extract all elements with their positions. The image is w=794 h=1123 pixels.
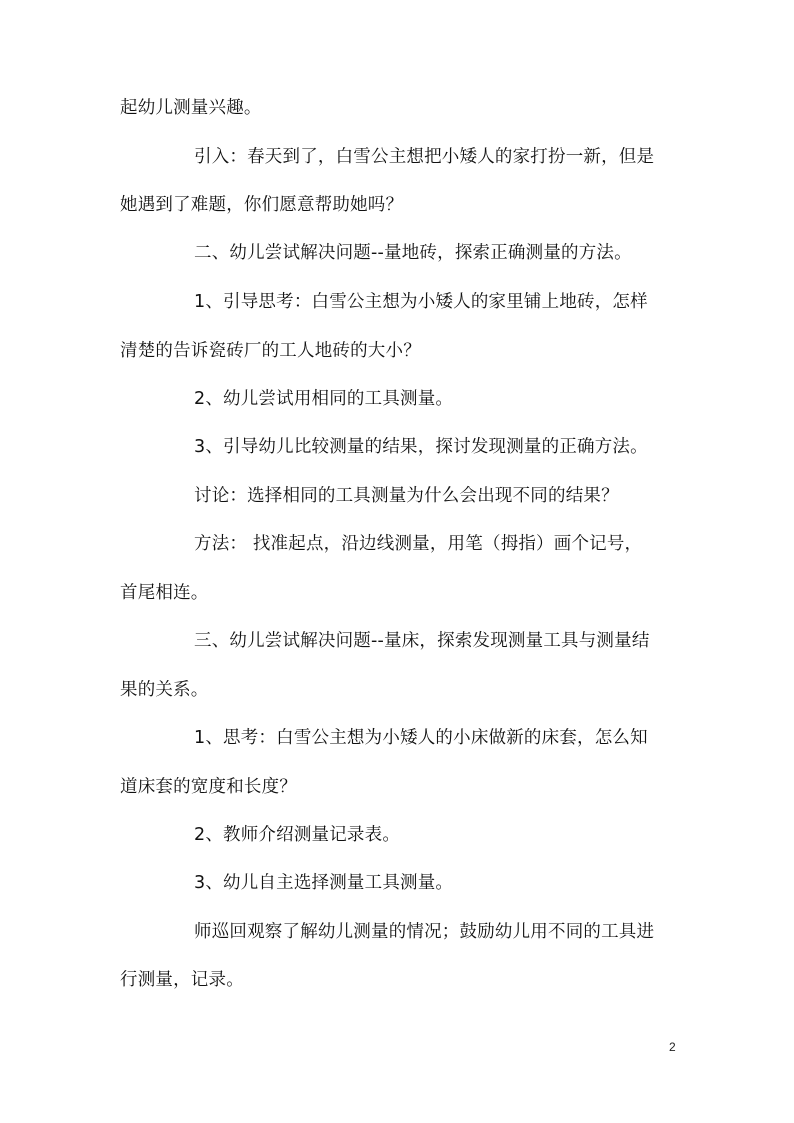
text-line-10: 方法： 找准起点，沿边线测量，用笔（拇指）画个记号，: [194, 534, 643, 554]
text-line-8: 3、引导幼儿比较测量的结果，探讨发现测量的正确方法。: [194, 437, 648, 457]
text-line-2: 引入：春天到了，白雪公主想把小矮人的家打扮一新，但是: [194, 147, 655, 167]
text-line-14: 1、思考：白雪公主想为小矮人的小床做新的床套，怎么知: [194, 728, 648, 748]
section-heading-2: 二、幼儿尝试解决问题--量地砖，探索正确测量的方法。: [194, 243, 632, 263]
text-line-3: 她遇到了难题，你们愿意帮助她吗？: [120, 195, 404, 215]
section-heading-3: 三、幼儿尝试解决问题--量床，探索发现测量工具与测量结: [194, 631, 650, 651]
text-line-11: 首尾相连。: [120, 583, 209, 603]
text-line-15: 道床套的宽度和长度？: [120, 777, 297, 797]
text-line-5: 1、引导思考：白雪公主想为小矮人的家里铺上地砖，怎样: [194, 292, 648, 312]
text-line-9: 讨论：选择相同的工具测量为什么会出现不同的结果？: [194, 486, 619, 506]
text-line-6: 清楚的告诉瓷砖厂的工人地砖的大小？: [120, 341, 421, 361]
text-line-1: 起幼儿测量兴趣。: [120, 98, 262, 118]
text-line-17: 3、幼儿自主选择测量工具测量。: [194, 873, 454, 893]
text-line-19: 行测量，记录。: [120, 970, 244, 990]
text-line-7: 2、幼儿尝试用相同的工具测量。: [194, 389, 454, 409]
page-number: 2: [669, 1040, 676, 1054]
text-line-16: 2、教师介绍测量记录表。: [194, 825, 401, 845]
text-line-13: 果的关系。: [120, 680, 209, 700]
text-line-18: 师巡回观察了解幼儿测量的情况；鼓励幼儿用不同的工具进: [194, 922, 655, 942]
